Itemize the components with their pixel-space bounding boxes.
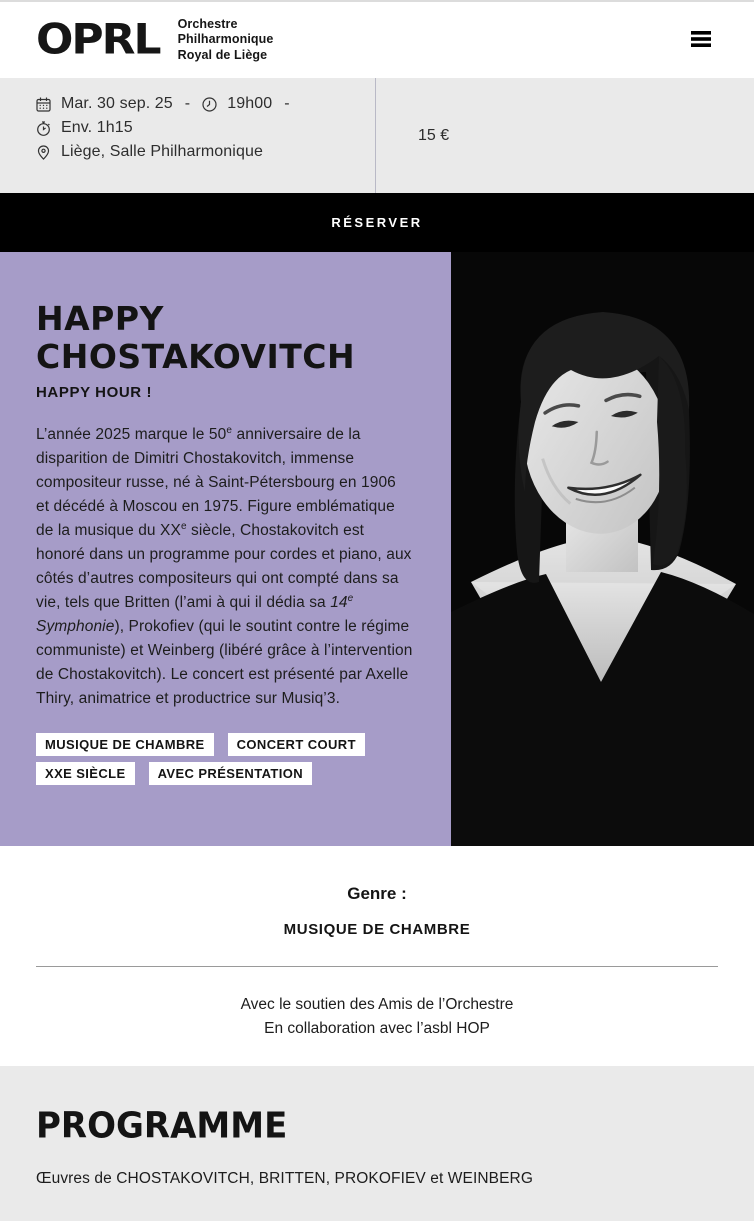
tag[interactable]: XXE SIÈCLE <box>36 762 135 785</box>
programme-works: Œuvres de CHOSTAKOVITCH, BRITTEN, PROKOFIEV et WEINBERG <box>36 1170 533 1187</box>
section-divider <box>36 966 718 967</box>
logo-wordmark: Orchestre Philharmonique Royal de Liège <box>177 17 274 62</box>
event-price-panel <box>376 78 754 193</box>
separator: - <box>284 95 290 112</box>
artist-photo <box>451 252 754 846</box>
genre-value: MUSIQUE DE CHAMBRE <box>283 921 471 938</box>
event-title: HAPPY CHOSTAKOVITCH <box>36 299 356 376</box>
event-location: Liège, Salle Philharmonique <box>61 143 263 160</box>
menu-button[interactable] <box>684 23 718 58</box>
genre-label: Genre : <box>347 884 407 903</box>
hero-text-panel <box>0 252 451 846</box>
support-lines <box>0 993 754 1041</box>
clock-icon <box>202 97 217 112</box>
tag-list <box>36 733 413 785</box>
event-date: Mar. 30 sep. 25 <box>61 95 173 112</box>
event-subtitle: HAPPY HOUR ! <box>36 384 153 401</box>
event-duration: Env. 1h15 <box>61 119 133 136</box>
support-line: En collaboration avec l’asbl HOP <box>264 1020 490 1037</box>
event-info-bar <box>0 78 754 193</box>
hero-section <box>0 252 754 846</box>
genre-section <box>0 846 754 1066</box>
stopwatch-icon <box>36 121 51 136</box>
programme-title: PROGRAMME <box>36 1104 288 1147</box>
event-time: 19h00 <box>227 95 273 112</box>
separator: - <box>184 95 191 112</box>
programme-section <box>0 1066 754 1221</box>
event-info-details <box>0 78 376 193</box>
event-location-row <box>36 140 375 164</box>
reserve-button[interactable]: RÉSERVER <box>0 193 754 252</box>
event-date-time-row <box>36 92 375 116</box>
calendar-icon <box>36 97 51 112</box>
event-duration-row <box>36 116 375 140</box>
tag[interactable]: CONCERT COURT <box>228 733 365 756</box>
event-price: 15 € <box>418 126 450 144</box>
event-description: L’année 2025 marque le 50e anniversaire de la disparition de Dimitri Chostakovitch, immense compositeur russe, né à Saint-Pétersbourg en 1906 et décédé à Moscou en 1975. Figure emblématique de la musique du XXe siècle, Chostakovitch est honoré dans un programme pour cordes et piano, aux côtés d’autres compositeurs qui ont compté dans sa vie, tels que Britten (l’ami à qui il dédia sa 14e Symphonie), Prokofiev (qui le soutint contre le régime communiste) et Weinberg (libéré grâce à l’intervention de Chostakovitch). Le concert est présenté par Axelle Thiry, animatrice et productrice sur Musiq’3. <box>36 424 413 707</box>
location-pin-icon <box>36 145 51 160</box>
oprl-logo-text: OPRL <box>36 15 160 64</box>
support-line: Avec le soutien des Amis de l’Orchestre <box>240 996 514 1013</box>
tag[interactable]: AVEC PRÉSENTATION <box>149 762 312 785</box>
tag[interactable]: MUSIQUE DE CHAMBRE <box>36 733 214 756</box>
site-header <box>0 2 754 78</box>
oprl-logo[interactable] <box>36 17 273 63</box>
hamburger-icon <box>690 29 712 52</box>
